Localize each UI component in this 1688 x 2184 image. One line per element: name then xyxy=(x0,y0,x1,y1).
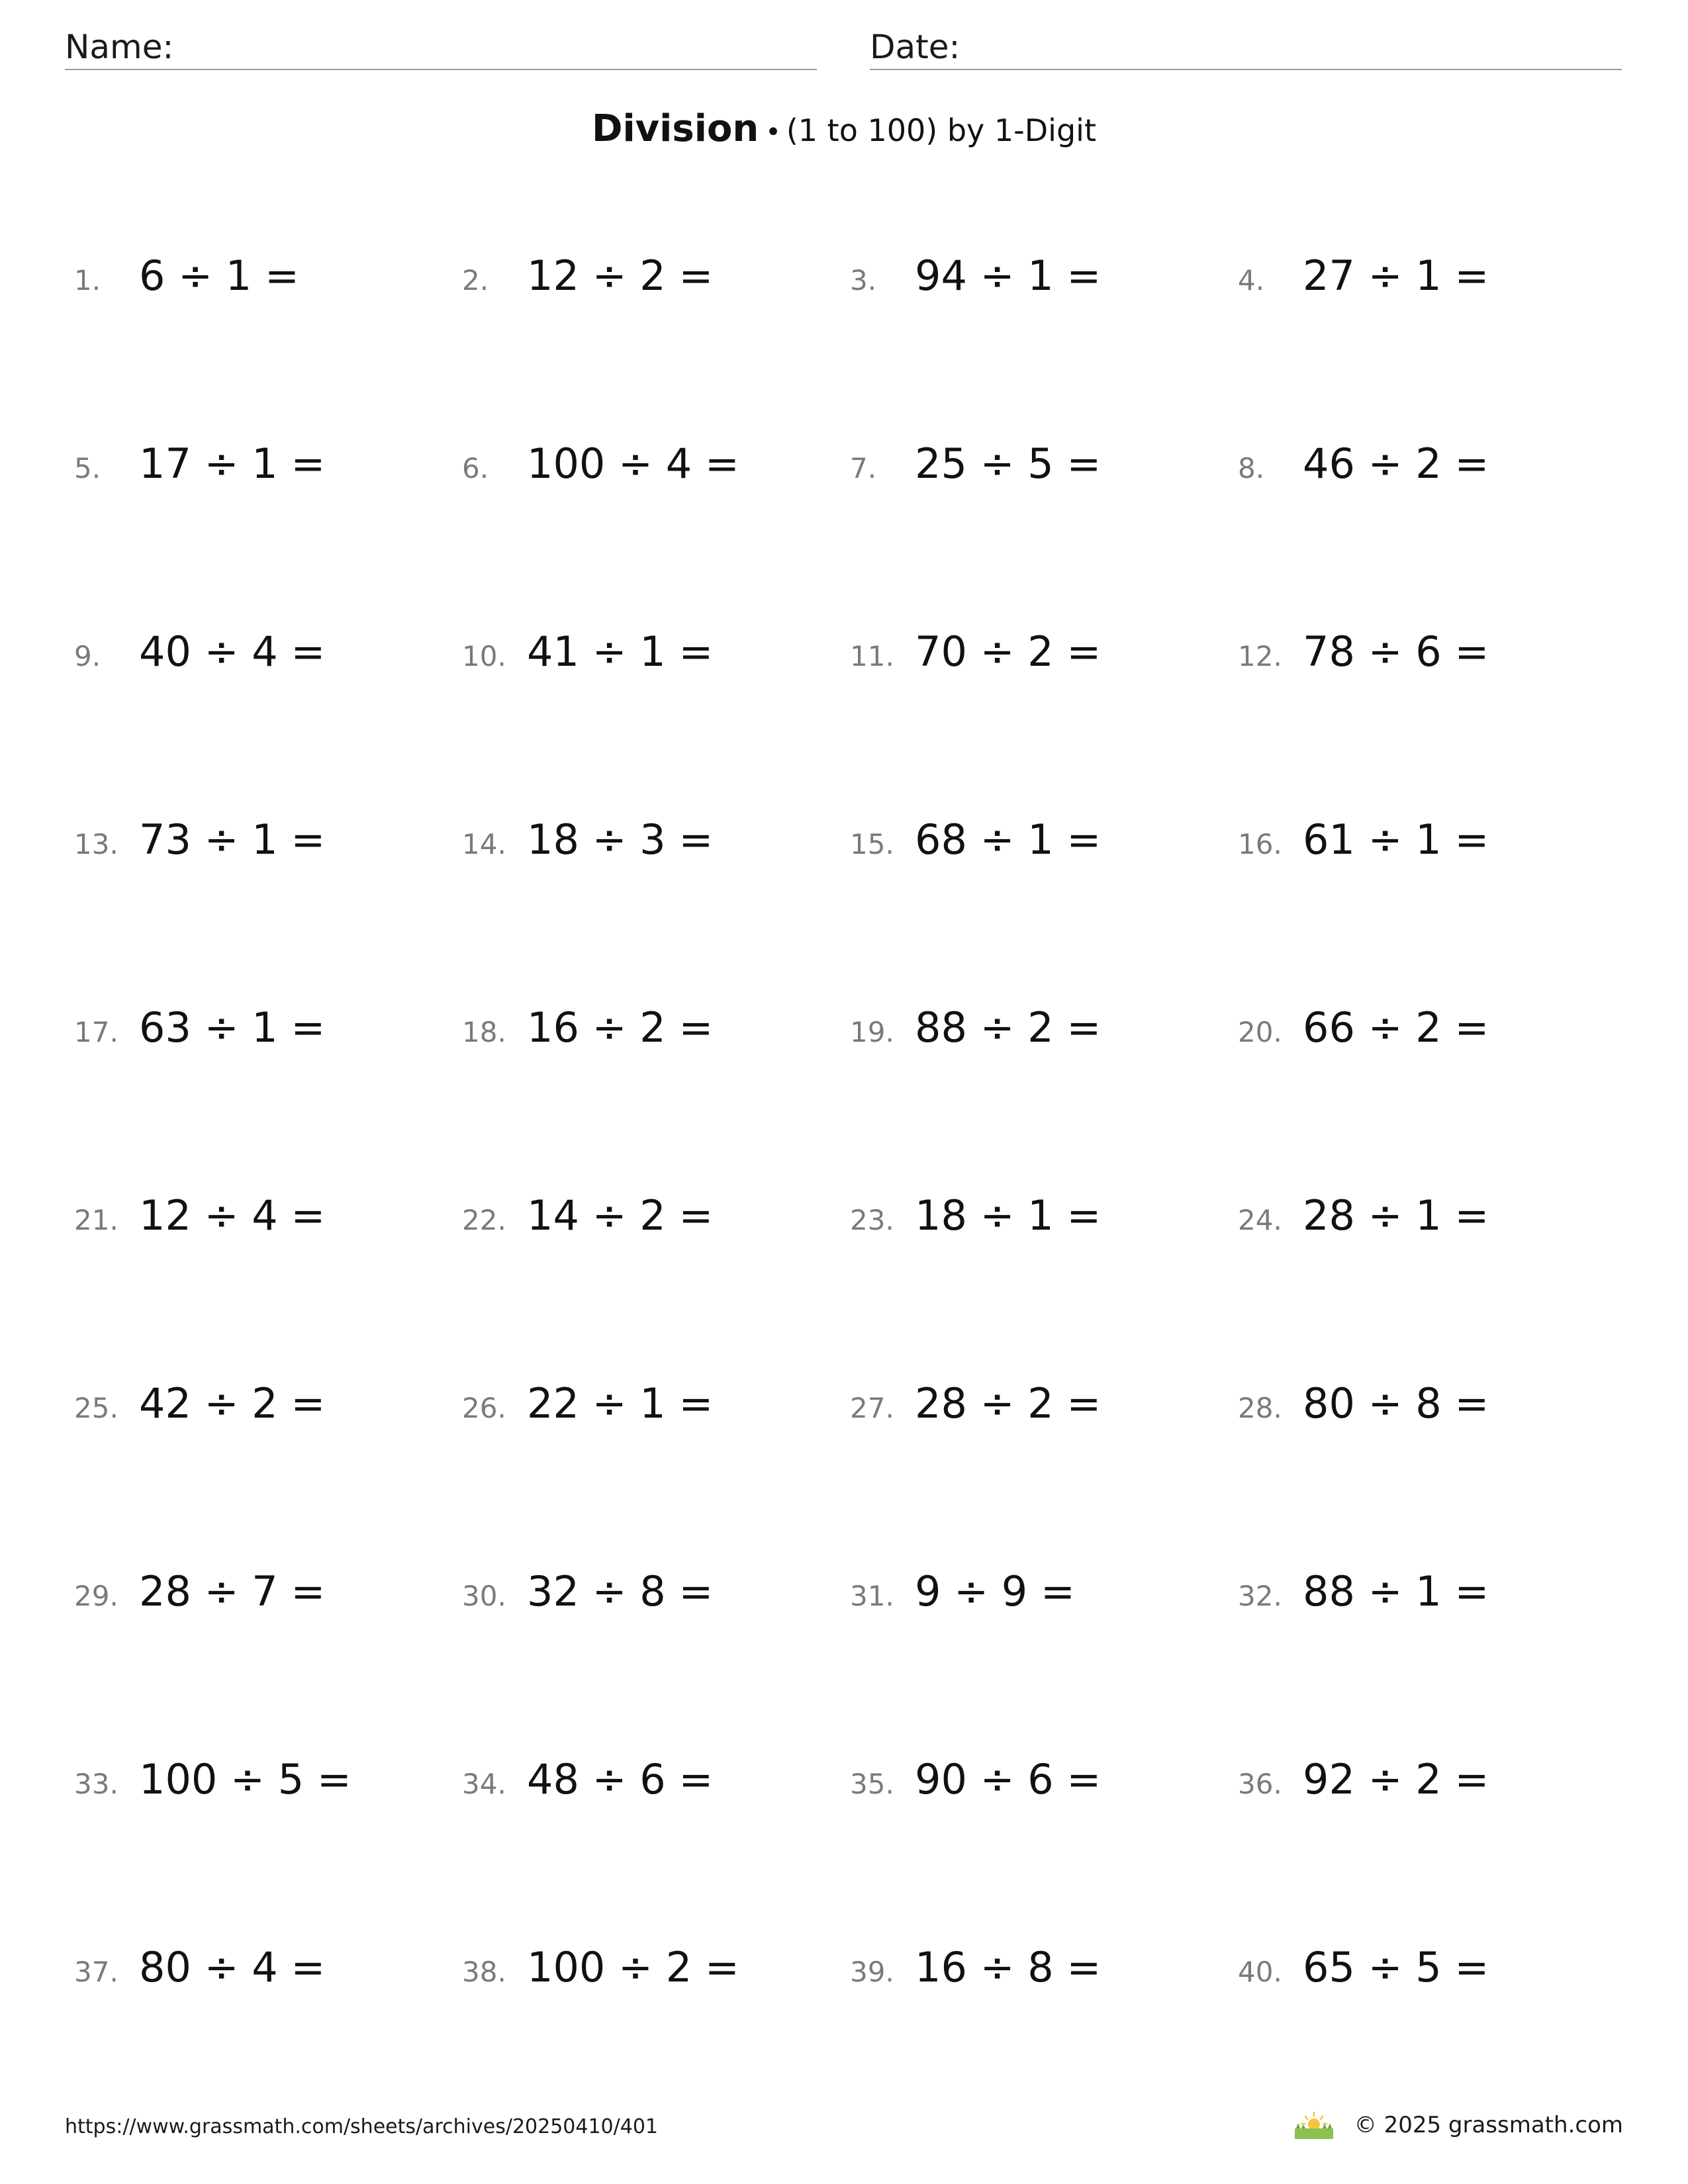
date-field[interactable] xyxy=(870,25,1622,70)
problem-number: 12. xyxy=(1238,640,1282,672)
problem-number: 21. xyxy=(74,1204,118,1236)
problem-expression: 17 ÷ 1 = xyxy=(139,439,326,488)
problem-item xyxy=(462,439,850,627)
problem-number: 17. xyxy=(74,1016,118,1048)
problem-number: 4. xyxy=(1238,264,1265,296)
problem-expression: 22 ÷ 1 = xyxy=(527,1379,714,1428)
problem-expression: 61 ÷ 1 = xyxy=(1303,815,1489,864)
problem-expression: 100 ÷ 2 = xyxy=(527,1943,739,1991)
problem-number: 15. xyxy=(850,828,894,860)
problem-number: 29. xyxy=(74,1580,118,1612)
problem-expression: 92 ÷ 2 = xyxy=(1303,1755,1489,1803)
problem-item xyxy=(850,815,1238,1003)
footer-branding xyxy=(1292,2110,1623,2140)
problem-expression: 14 ÷ 2 = xyxy=(527,1191,714,1240)
problem-number: 5. xyxy=(74,452,101,484)
problem-number: 31. xyxy=(850,1580,894,1612)
problem-item xyxy=(1238,1943,1626,2131)
problem-item xyxy=(850,1943,1238,2131)
problem-number: 25. xyxy=(74,1392,118,1424)
problem-item xyxy=(462,1943,850,2131)
problem-item xyxy=(74,1755,462,1943)
problem-item xyxy=(462,1755,850,1943)
problem-item xyxy=(850,1755,1238,1943)
problem-expression: 100 ÷ 4 = xyxy=(527,439,739,488)
problem-item xyxy=(462,627,850,815)
problem-number: 10. xyxy=(462,640,506,672)
problem-expression: 90 ÷ 6 = xyxy=(915,1755,1102,1803)
problem-expression: 80 ÷ 4 = xyxy=(139,1943,326,1991)
problem-item xyxy=(74,627,462,815)
problem-item xyxy=(1238,1755,1626,1943)
problem-expression: 41 ÷ 1 = xyxy=(527,627,714,676)
problem-number: 26. xyxy=(462,1392,506,1424)
problem-item xyxy=(850,1379,1238,1567)
problem-item xyxy=(850,627,1238,815)
problem-item xyxy=(74,439,462,627)
copyright: © 2025 grassmath.com xyxy=(1354,2112,1623,2138)
problem-item xyxy=(850,1191,1238,1379)
problem-expression: 28 ÷ 2 = xyxy=(915,1379,1102,1428)
problem-item xyxy=(850,1003,1238,1191)
problem-expression: 94 ÷ 1 = xyxy=(915,251,1102,300)
problem-item xyxy=(1238,439,1626,627)
problem-expression: 28 ÷ 1 = xyxy=(1303,1191,1489,1240)
problem-item xyxy=(74,815,462,1003)
problem-item xyxy=(1238,1379,1626,1567)
problem-number: 30. xyxy=(462,1580,506,1612)
problem-expression: 25 ÷ 5 = xyxy=(915,439,1102,488)
problem-number: 35. xyxy=(850,1768,894,1800)
problem-expression: 27 ÷ 1 = xyxy=(1303,251,1489,300)
problem-grid xyxy=(74,251,1623,2131)
problem-number: 36. xyxy=(1238,1768,1282,1800)
problem-item xyxy=(74,1379,462,1567)
problem-item xyxy=(462,1379,850,1567)
problem-expression: 9 ÷ 9 = xyxy=(915,1567,1075,1615)
problem-number: 19. xyxy=(850,1016,894,1048)
problem-number: 14. xyxy=(462,828,506,860)
problem-number: 18. xyxy=(462,1016,506,1048)
problem-number: 1. xyxy=(74,264,101,296)
problem-item xyxy=(850,251,1238,439)
problem-number: 28. xyxy=(1238,1392,1282,1424)
problem-item xyxy=(1238,1567,1626,1755)
problem-item xyxy=(74,1943,462,2131)
problem-item xyxy=(462,251,850,439)
problem-number: 23. xyxy=(850,1204,894,1236)
problem-expression: 100 ÷ 5 = xyxy=(139,1755,352,1803)
problem-expression: 12 ÷ 4 = xyxy=(139,1191,326,1240)
problem-item xyxy=(1238,1003,1626,1191)
problem-number: 16. xyxy=(1238,828,1282,860)
problem-item xyxy=(850,439,1238,627)
footer-url[interactable]: https://www.grassmath.com/sheets/archives/20250410/401 xyxy=(65,2115,659,2138)
problem-expression: 88 ÷ 2 = xyxy=(915,1003,1102,1052)
problem-expression: 18 ÷ 1 = xyxy=(915,1191,1102,1240)
problem-item xyxy=(462,1003,850,1191)
problem-number: 3. xyxy=(850,264,877,296)
problem-expression: 6 ÷ 1 = xyxy=(139,251,299,300)
problem-number: 13. xyxy=(74,828,118,860)
problem-expression: 68 ÷ 1 = xyxy=(915,815,1102,864)
problem-number: 39. xyxy=(850,1956,894,1988)
problem-expression: 65 ÷ 5 = xyxy=(1303,1943,1489,1991)
problem-item xyxy=(1238,1191,1626,1379)
problem-item xyxy=(462,1191,850,1379)
problem-item xyxy=(462,815,850,1003)
problem-expression: 32 ÷ 8 = xyxy=(527,1567,714,1615)
problem-number: 33. xyxy=(74,1768,118,1800)
problem-expression: 66 ÷ 2 = xyxy=(1303,1003,1489,1052)
problem-number: 7. xyxy=(850,452,877,484)
problem-number: 40. xyxy=(1238,1956,1282,1988)
problem-number: 11. xyxy=(850,640,894,672)
problem-item xyxy=(1238,815,1626,1003)
problem-expression: 73 ÷ 1 = xyxy=(139,815,326,864)
problem-number: 34. xyxy=(462,1768,506,1800)
problem-number: 9. xyxy=(74,640,101,672)
title-subtitle: (1 to 100) by 1-Digit xyxy=(786,113,1096,148)
problem-expression: 12 ÷ 2 = xyxy=(527,251,714,300)
problem-number: 8. xyxy=(1238,452,1265,484)
problem-expression: 88 ÷ 1 = xyxy=(1303,1567,1489,1615)
problem-expression: 40 ÷ 4 = xyxy=(139,627,326,676)
problem-item xyxy=(74,1567,462,1755)
name-field[interactable] xyxy=(65,25,817,70)
problem-expression: 78 ÷ 6 = xyxy=(1303,627,1489,676)
problem-item xyxy=(850,1567,1238,1755)
problem-expression: 63 ÷ 1 = xyxy=(139,1003,326,1052)
problem-expression: 16 ÷ 8 = xyxy=(915,1943,1102,1991)
problem-number: 20. xyxy=(1238,1016,1282,1048)
problem-number: 37. xyxy=(74,1956,118,1988)
problem-expression: 70 ÷ 2 = xyxy=(915,627,1102,676)
problem-item xyxy=(462,1567,850,1755)
grass-sun-logo-icon xyxy=(1292,2110,1336,2140)
problem-expression: 28 ÷ 7 = xyxy=(139,1567,326,1615)
worksheet-title xyxy=(0,106,1688,156)
date-label: Date: xyxy=(870,28,961,66)
problem-number: 38. xyxy=(462,1956,506,1988)
problem-number: 27. xyxy=(850,1392,894,1424)
problem-number: 6. xyxy=(462,452,489,484)
title-main: Division xyxy=(592,107,759,150)
problem-item xyxy=(74,1003,462,1191)
problem-expression: 16 ÷ 2 = xyxy=(527,1003,714,1052)
name-label: Name: xyxy=(65,28,174,66)
title-separator: • xyxy=(765,117,781,148)
problem-item xyxy=(1238,627,1626,815)
problem-item xyxy=(1238,251,1626,439)
problem-expression: 80 ÷ 8 = xyxy=(1303,1379,1489,1428)
problem-number: 22. xyxy=(462,1204,506,1236)
problem-item xyxy=(74,251,462,439)
problem-number: 32. xyxy=(1238,1580,1282,1612)
problem-number: 2. xyxy=(462,264,489,296)
problem-expression: 48 ÷ 6 = xyxy=(527,1755,714,1803)
problem-number: 24. xyxy=(1238,1204,1282,1236)
problem-expression: 42 ÷ 2 = xyxy=(139,1379,326,1428)
problem-expression: 18 ÷ 3 = xyxy=(527,815,714,864)
problem-item xyxy=(74,1191,462,1379)
problem-expression: 46 ÷ 2 = xyxy=(1303,439,1489,488)
